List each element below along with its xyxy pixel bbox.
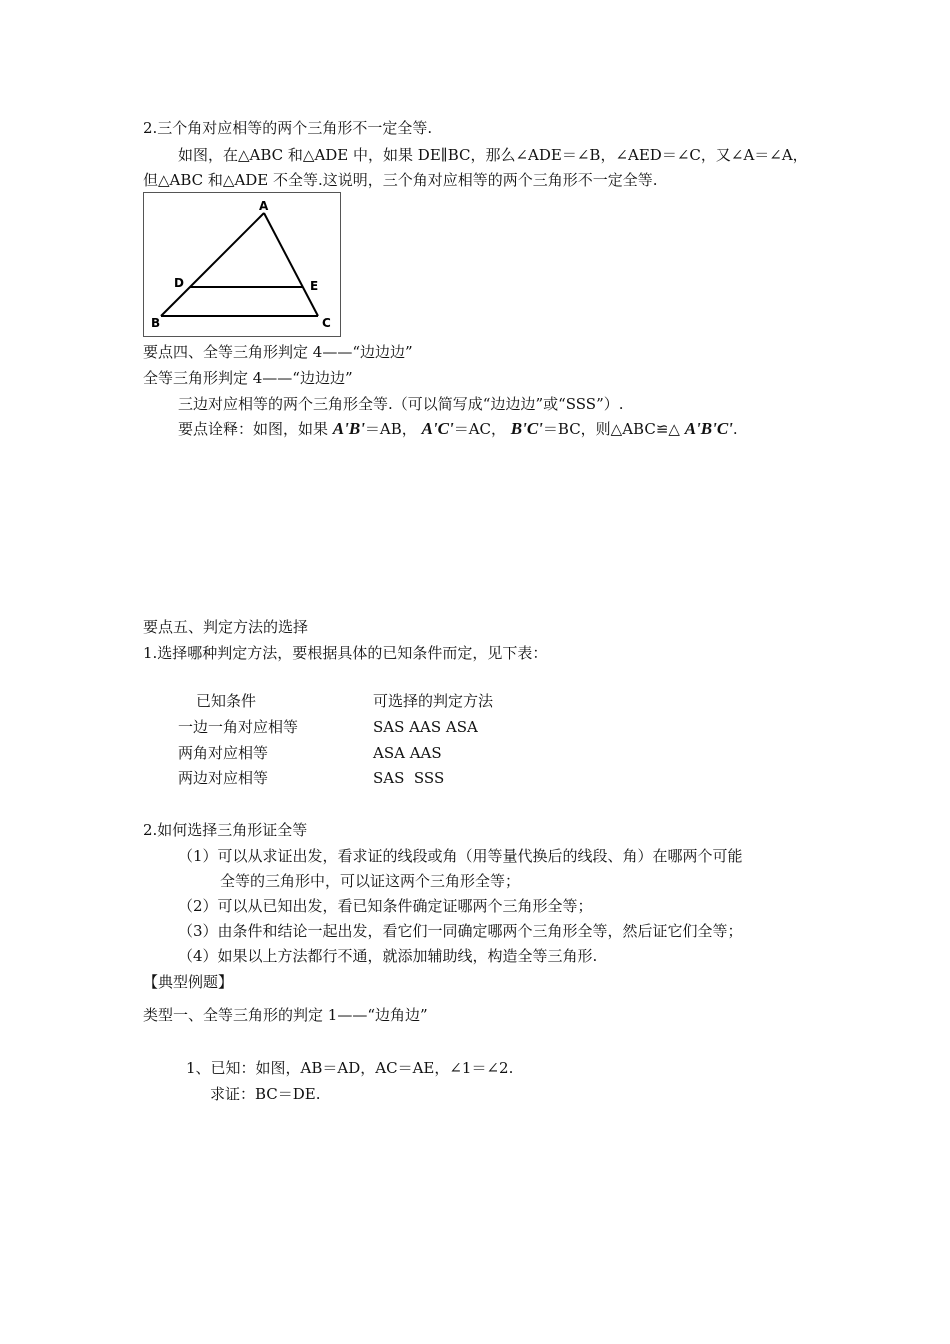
point4-heading: 要点四、全等三角形判定 4——“边边边” [143, 343, 413, 361]
eq-bc: ＝BC，则△ABC≌△ [542, 420, 680, 438]
label-d: D [174, 276, 184, 290]
point4-note [178, 419, 738, 439]
how-item-2: （2）可以从已知出发，看已知条件确定证哪两个三角形全等； [178, 897, 593, 915]
table-cell-methods: SAS AAS ASA [373, 718, 478, 736]
eq-ab: ＝AB， [364, 420, 417, 438]
side-ac [264, 213, 318, 316]
triangle-diagram [144, 193, 340, 336]
point5-heading: 要点五、判定方法的选择 [143, 618, 309, 636]
label-b: B [151, 316, 161, 330]
label-c: C [322, 316, 331, 330]
note-prefix: 要点诠释：如图，如果 [178, 420, 329, 438]
point4-statement: 三边对应相等的两个三角形全等.（可以简写成“边边边”或“SSS”）. [178, 395, 624, 413]
how-item-4: （4）如果以上方法都行不通，就添加辅助线，构造全等三角形. [178, 947, 598, 965]
examples-heading: 【典型例题】 [143, 973, 234, 991]
question-1-prove: 求证：BC＝DE. [210, 1085, 321, 1103]
math-b-prime-c-prime: B'C' [510, 419, 543, 438]
triangle-figure [143, 192, 341, 337]
table-cell-methods: ASA AAS [373, 744, 442, 762]
math-triangle-prime: A'B'C' [684, 419, 733, 438]
table-header-methods: 可选择的判定方法 [373, 692, 494, 710]
table-cell-condition: 两角对应相等 [178, 744, 269, 762]
side-ab [161, 213, 264, 316]
how-title: 2.如何选择三角形证全等 [143, 821, 308, 839]
label-a: A [259, 199, 269, 213]
item2-text-line1: 如图，在△ABC 和△ADE 中，如果 DE∥BC，那么∠ADE＝∠B，∠AED＝∠C，又∠A＝∠A， [178, 146, 808, 164]
type1-heading: 类型一、全等三角形的判定 1——“边角边” [143, 1006, 428, 1024]
math-a-prime-b-prime: A'B' [332, 419, 365, 438]
point4-subheading: 全等三角形判定 4——“边边边” [143, 369, 353, 387]
table-header-condition: 已知条件 [196, 692, 257, 710]
how-item-3: （3）由条件和结论一起出发，看它们一同确定哪两个三角形全等，然后证它们全等； [178, 922, 743, 940]
table-cell-condition: 两边对应相等 [178, 769, 269, 787]
table-cell-methods: SAS SSS [373, 769, 445, 787]
math-a-prime-c-prime: A'C' [421, 419, 454, 438]
table-cell-condition: 一边一角对应相等 [178, 718, 299, 736]
eq-ac: ＝AC， [453, 420, 506, 438]
item2-title: 2.三个角对应相等的两个三角形不一定全等. [143, 119, 433, 137]
point5-intro: 1.选择哪种判定方法，要根据具体的已知条件而定，见下表： [143, 644, 548, 662]
how-item-1: （1）可以从求证出发，看求证的线段或角（用等量代换后的线段、角）在哪两个可能 [178, 847, 743, 865]
item2-text-line2: 但△ABC 和△ADE 不全等.这说明，三个角对应相等的两个三角形不一定全等. [143, 171, 658, 189]
how-item-1-cont: 全等的三角形中，可以证这两个三角形全等； [220, 872, 521, 890]
label-e: E [310, 279, 319, 293]
question-1: 1、已知：如图，AB＝AD，AC＝AE，∠1＝∠2. [186, 1059, 514, 1077]
note-end: . [732, 420, 738, 438]
